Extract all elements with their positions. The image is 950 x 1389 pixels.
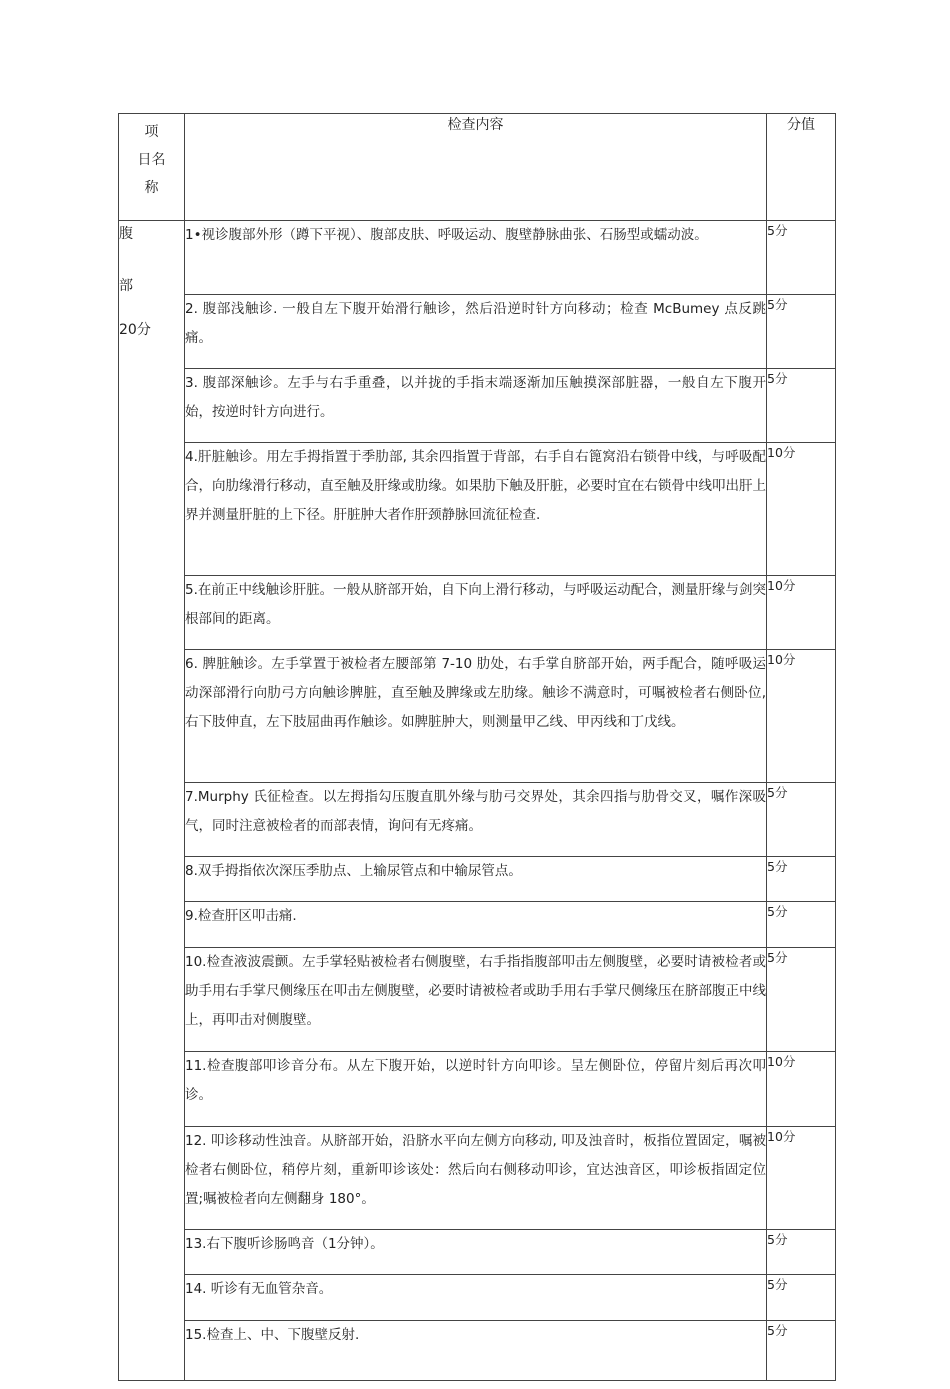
table-row bbox=[119, 1321, 836, 1381]
item-description: 1•视诊腹部外形（蹲下平视）、腹部皮肤、呼吸运动、腹壁静脉曲张、石肠型或蠕动波。 bbox=[185, 221, 767, 295]
item-score: 5分 bbox=[767, 948, 836, 1052]
item-score: 10分 bbox=[767, 1127, 836, 1230]
item-score: 5分 bbox=[767, 1321, 836, 1381]
table-row bbox=[119, 902, 836, 948]
item-score: 5分 bbox=[767, 1230, 836, 1275]
item-description: 14. 听诊有无血管杂音。 bbox=[185, 1275, 767, 1321]
item-score: 10分 bbox=[767, 1052, 836, 1127]
table-header-row bbox=[119, 114, 836, 221]
item-description: 13.右下腹听诊肠鸣音（1分钟）。 bbox=[185, 1230, 767, 1275]
header-category-line: 日名 bbox=[137, 152, 166, 168]
item-description: 11.检查腹部叩诊音分布。从左下腹开始，以逆时针方向叩诊。呈左侧卧位，停留片刻后再次叩诊。 bbox=[185, 1052, 767, 1127]
table-row bbox=[119, 1275, 836, 1321]
table-row bbox=[119, 650, 836, 783]
item-description: 7.Murphy 氏征检查。以左拇指勾压腹直肌外缘与肋弓交界处，其余四指与肋骨交叉，嘱作深吸气，同时注意被检者的而部表情，询问有无疼痛。 bbox=[185, 783, 767, 857]
item-score: 10分 bbox=[767, 576, 836, 650]
item-score: 10分 bbox=[767, 650, 836, 783]
item-score: 5分 bbox=[767, 295, 836, 369]
item-description: 10.检查液波震颤。左手掌轻贴被检者右侧腹壁，右手指指腹部叩击左侧腹壁，必要时请被检者或助手用右手掌尺侧缘压在叩击左侧腹壁，必要时请被检者或助手用右手掌尺侧缘压在脐部腹正中线上，再叩击对侧腹壁。 bbox=[185, 948, 767, 1052]
item-description: 9.检查肝区叩击痛. bbox=[185, 902, 767, 948]
item-score: 10分 bbox=[767, 443, 836, 576]
table-row bbox=[119, 1230, 836, 1275]
table-row bbox=[119, 857, 836, 902]
table-row bbox=[119, 783, 836, 857]
category-name: 部 bbox=[119, 278, 133, 294]
table-row bbox=[119, 1127, 836, 1230]
item-score: 5分 bbox=[767, 783, 836, 857]
category-points: 20分 bbox=[119, 322, 151, 338]
item-score: 5分 bbox=[767, 369, 836, 443]
item-description: 12. 叩诊移动性浊音。从脐部开始，沿脐水平向左侧方向移动, 叩及浊音时，板指位置固定，嘱被检者右侧卧位，稍停片刻，重新叩诊该处：然后向右侧移动叩诊，宜达浊音区，叩诊板指固定位置;嘱被检者向左侧翻身 180°。 bbox=[185, 1127, 767, 1230]
header-category-cell bbox=[119, 114, 185, 221]
category-name: 腹 bbox=[119, 226, 133, 242]
item-description: 2. 腹部浅触诊. 一般自左下腹开始滑行触诊，然后沿逆时针方向移动；检查 McBumey 点反跳痛。 bbox=[185, 295, 767, 369]
item-score: 5分 bbox=[767, 857, 836, 902]
item-description: 4.肝脏触诊。用左手拇指置于季肋部, 其余四指置于背部，右手自右篦窝沿右锁骨中线，与呼吸配合，向肋缘滑行移动，直至触及肝缘或肋缘。如果肋下触及肝脏，必要时宜在右锁骨中线叩出肝上界并测量肝脏的上下径。肝脏肿大者作肝颈静脉回流征检查. bbox=[185, 443, 767, 576]
header-content: 检查内容 bbox=[185, 114, 767, 221]
item-description: 15.检查上、中、下腹壁反射. bbox=[185, 1321, 767, 1381]
header-category-line: 称 bbox=[144, 180, 159, 196]
header-category-line: 项 bbox=[144, 124, 159, 140]
exam-table bbox=[118, 113, 836, 1381]
table-row bbox=[119, 443, 836, 576]
item-description: 6. 脾脏触诊。左手掌置于被检者左腰部第 7-10 肋处，右手掌自脐部开始，两手配合，随呼吸运动深部滑行向肋弓方向触诊脾脏，直至触及脾缘或左肋缘。触诊不满意时，可嘱被检者右侧卧位, 右下肢伸直，左下肢屈曲再作触诊。如脾脏肿大，则测量甲乙线、甲丙线和丁戊线。 bbox=[185, 650, 767, 783]
item-description: 3. 腹部深触诊。左手与右手重叠，以并拢的手指末端逐渐加压触摸深部脏器，一般自左下腹开始，按逆时针方向进行。 bbox=[185, 369, 767, 443]
table-row bbox=[119, 1052, 836, 1127]
table-row bbox=[119, 221, 836, 295]
item-description: 8.双手拇指依次深压季肋点、上输尿管点和中输尿管点。 bbox=[185, 857, 767, 902]
item-score: 5分 bbox=[767, 1275, 836, 1321]
table-row bbox=[119, 295, 836, 369]
header-score: 分值 bbox=[767, 114, 836, 221]
table-row bbox=[119, 369, 836, 443]
table-row bbox=[119, 576, 836, 650]
item-description: 5.在前正中线触诊肝脏。一般从脐部开始，自下向上滑行移动，与呼吸运动配合，测量肝缘与剑突根部间的距离。 bbox=[185, 576, 767, 650]
category-cell bbox=[119, 221, 185, 1381]
table-row bbox=[119, 948, 836, 1052]
item-score: 5分 bbox=[767, 902, 836, 948]
item-score: 5分 bbox=[767, 221, 836, 295]
